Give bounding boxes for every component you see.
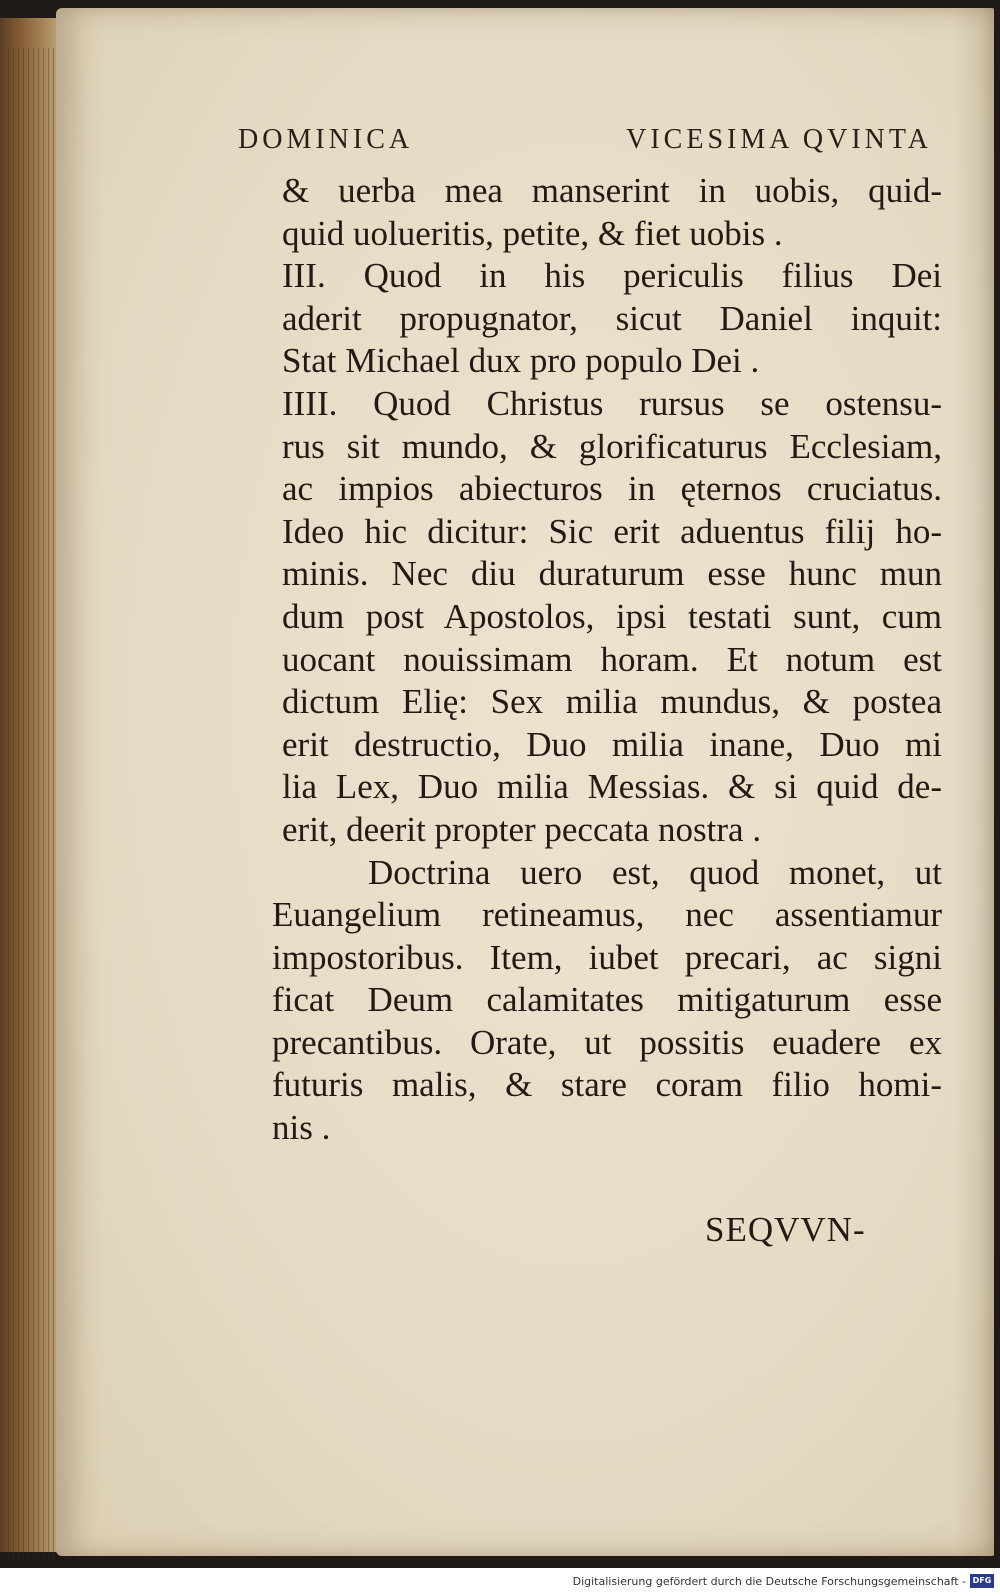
- book-edge-texture: [8, 48, 58, 1558]
- text-line: ac impios abiecturos in ęternos cruciatus.: [282, 469, 942, 509]
- text-line: Euangelium retineamus, nec assentiamur: [272, 895, 942, 935]
- catchword: SEQVVN-: [705, 1210, 866, 1249]
- text-line: dictum Elię: Sex milia mundus, & postea: [282, 682, 942, 722]
- text-line: rus sit mundo, & glorificaturus Ecclesiam,: [282, 426, 942, 466]
- running-head-right: VICESIMA QVINTA: [626, 124, 932, 155]
- page-shadow: [954, 8, 994, 1556]
- text-line: impostoribus. Item, iubet precari, ac signi: [272, 937, 942, 977]
- text-line: erit, deerit propter peccata nostra .: [282, 809, 762, 849]
- text-line: erit destructio, Duo milia inane, Duo mi: [282, 724, 942, 764]
- running-head: [238, 124, 932, 156]
- text-line: minis. Nec diu duraturum esse hunc mun: [282, 554, 942, 594]
- text-line: ficat Deum calamitates mitigaturum esse: [272, 980, 942, 1020]
- text-line: quid uolueritis, petite, & fiet uobis .: [282, 213, 783, 253]
- text-line: Ideo hic dicitur: Sic erit aduentus filij ho-: [282, 511, 942, 551]
- text-line: Stat Michael dux pro populo Dei .: [282, 341, 760, 381]
- text-line: & uerba mea manserint in uobis, quid-: [282, 171, 942, 210]
- running-head-left: DOMINICA: [238, 124, 414, 155]
- main-text: [272, 170, 942, 1150]
- dfg-logo-icon: DFG: [970, 1574, 994, 1588]
- text-line: precantibus. Orate, ut possitis euadere ex: [272, 1022, 942, 1062]
- text-line: Doctrina uero est, quod monet, ut: [368, 852, 942, 892]
- footer-bar: [0, 1568, 1000, 1596]
- text-line: lia Lex, Duo milia Messias. & si quid de-: [282, 767, 942, 807]
- footer-credit: Digitalisierung gefördert durch die Deutsche Forschungsgemeinschaft -: [572, 1575, 966, 1588]
- text-line: aderit propugnator, sicut Daniel inquit:: [282, 298, 942, 338]
- text-line: nis .: [272, 1108, 331, 1148]
- text-line: IIII. Quod Christus rursus se ostensu-: [282, 383, 942, 423]
- text-line: futuris malis, & stare coram filio homi-: [272, 1065, 942, 1105]
- text-line: uocant nouissimam horam. Et notum est: [282, 639, 942, 679]
- text-line: dum post Apostolos, ipsi testati sunt, cum: [282, 596, 942, 636]
- text-line: III. Quod in his periculis filius Dei: [282, 256, 942, 296]
